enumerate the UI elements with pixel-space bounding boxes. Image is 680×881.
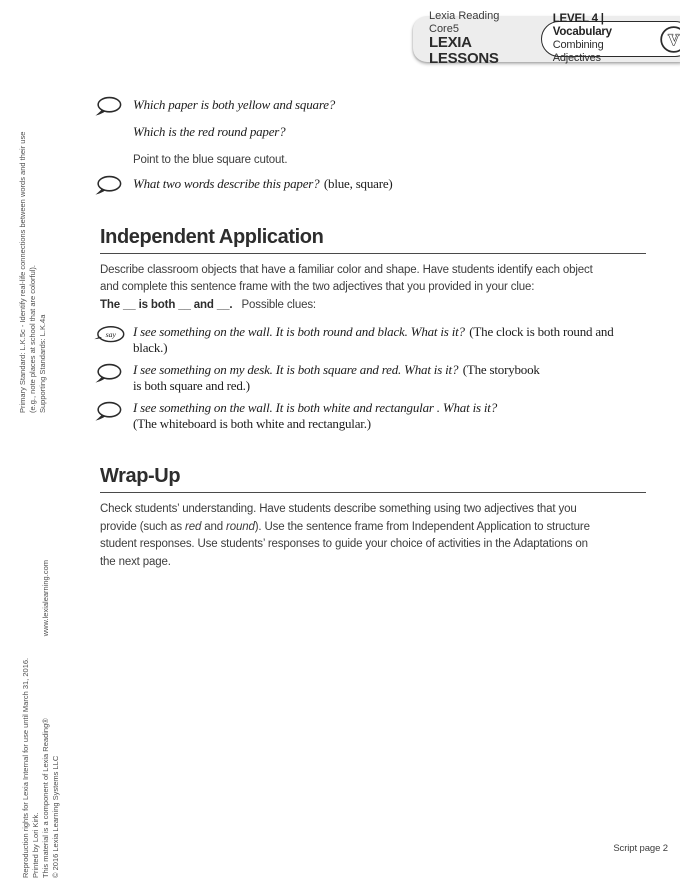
copyright-line-with-url: [41, 560, 51, 878]
level-badge: [541, 13, 680, 64]
section-rule: [100, 492, 646, 493]
standards-line: (e.g., note places at school that are colorful).: [28, 265, 37, 413]
script-line: [100, 123, 646, 141]
lesson-title: Combining Adjectives: [552, 39, 604, 64]
clue-answer: (The storybook: [462, 362, 540, 377]
section-title: Independent Application: [100, 225, 324, 248]
brand-block: [429, 10, 532, 67]
emphasized-word: round: [226, 520, 255, 533]
say-speech-bubble-icon: [94, 325, 125, 345]
svg-text:V: V: [667, 31, 679, 49]
copyright-line: This material is a component of Lexia Reading®: [41, 718, 50, 878]
paragraph-line: Check students’ understanding. Have students describe something using two adjectives that you: [100, 503, 577, 515]
speech-bubble-icon: [94, 175, 122, 196]
brand-product-name: Lexia Reading Core5: [429, 10, 500, 35]
paragraph-line: [100, 520, 646, 536]
sentence-frame: The __ is both __ and __.: [100, 298, 233, 311]
emphasized-word: red: [185, 520, 202, 533]
clue-answer: (The clock is both round and: [469, 324, 614, 339]
speech-bubble-icon: [94, 401, 122, 422]
copyright-line: © 2016 Lexia Learning Systems LLC: [51, 755, 60, 878]
paragraph-line: Describe classroom objects that have a familiar color and shape. Have students identify each object: [100, 263, 593, 276]
paragraph-text: ). Use the sentence frame from Independent Application to structure: [254, 520, 590, 533]
paragraph-line: student responses. Use students’ responses to guide your choice of activities in the Adaptations on: [100, 538, 588, 550]
paragraph-line: [100, 298, 646, 314]
clue-answer-continued: (The whiteboard is both white and rectangular.): [133, 415, 371, 431]
header-tab: [413, 10, 680, 68]
script-line: [100, 175, 646, 193]
clue-question: I see something on my desk. It is both square and red. What is it?: [133, 362, 459, 377]
clue-item: [100, 400, 646, 431]
vocabulary-v-badge-icon: [659, 23, 680, 56]
clue-answer-continued: is both square and red.): [133, 377, 250, 393]
speech-bubble-icon: [94, 96, 122, 117]
clue-item: [100, 362, 646, 393]
section-wrap-up: [100, 465, 646, 570]
teacher-instruction: Point to the blue square cutout.: [133, 154, 288, 166]
clue-text-line: [133, 400, 646, 416]
copyright-sidebar: [21, 560, 61, 878]
teacher-question: What two words describe this paper?: [133, 175, 320, 191]
standards-line: Primary Standard: L.K.5c - Identify real-life connections between words and their use: [18, 131, 27, 413]
script-line: [100, 150, 646, 169]
level-badge-text: [553, 13, 653, 65]
standards-line: Supporting Standards: L.K.4a: [38, 314, 47, 413]
brand-series-name: LEXIA LESSONS: [429, 33, 499, 68]
paragraph-text: and: [201, 520, 227, 533]
teacher-question: Which is the red round paper?: [133, 124, 286, 139]
copyright-line: Reproduction rights for Lexia Internal for use until March 31, 2016.: [21, 657, 30, 878]
paragraph-line: and complete this sentence frame with the two adjectives that you provided in your clue:: [100, 281, 535, 293]
clue-text-line: [133, 362, 646, 378]
standards-sidebar: [18, 93, 48, 413]
section-rule: [100, 253, 646, 254]
clue-item: [100, 324, 646, 355]
clue-list: [100, 324, 646, 431]
copyright-line: Printed by Lori Kirk.: [31, 812, 40, 878]
section-independent-application: [100, 226, 646, 432]
paragraph-line: the next page.: [100, 555, 171, 568]
paragraph-text: Possible clues:: [241, 298, 316, 311]
svg-text:say: say: [105, 329, 116, 339]
script-line: [100, 96, 646, 114]
answer-text: (blue, square): [323, 175, 393, 191]
clue-text-line: [133, 324, 646, 340]
level-title: LEVEL 4 | Vocabulary: [552, 13, 612, 38]
website-url: www.lexialearning.com: [41, 560, 50, 637]
teacher-question: Which paper is both yellow and square?: [133, 97, 336, 112]
main-content: [100, 96, 646, 572]
speech-bubble-icon: [94, 363, 122, 384]
clue-question: I see something on the wall. It is both white and rectangular . What is it?: [133, 400, 498, 415]
paragraph-text: provide (such as: [100, 520, 186, 533]
clue-answer-continued: black.): [133, 339, 168, 355]
clue-question: I see something on the wall. It is both round and black. What is it?: [133, 324, 465, 339]
section-title: Wrap-Up: [100, 465, 181, 487]
page-number-label: Script page 2: [613, 843, 668, 854]
